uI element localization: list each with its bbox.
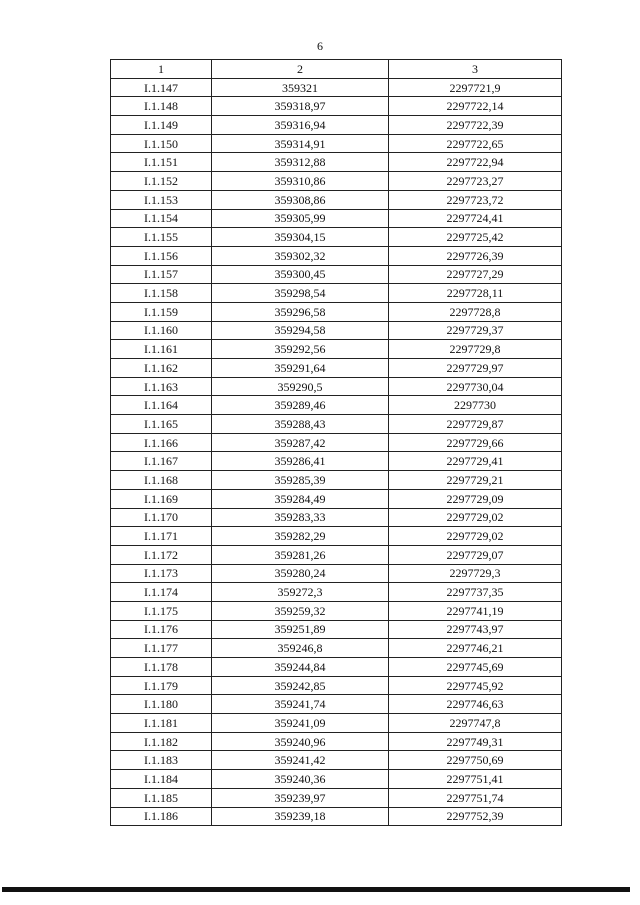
table-row <box>111 751 562 770</box>
table-row <box>111 471 562 490</box>
table-row <box>111 770 562 789</box>
x-coordinate-cell: 359321 <box>212 78 389 97</box>
bottom-rule <box>2 887 630 892</box>
table-row <box>111 508 562 527</box>
table-row <box>111 658 562 677</box>
point-id-cell: I.1.168 <box>111 471 212 490</box>
y-coordinate-cell: 2297745,92 <box>389 676 562 695</box>
point-id-cell: I.1.159 <box>111 302 212 321</box>
table-row <box>111 228 562 247</box>
x-coordinate-cell: 359288,43 <box>212 415 389 434</box>
y-coordinate-cell: 2297729,07 <box>389 545 562 564</box>
table-row <box>111 78 562 97</box>
point-id-cell: I.1.153 <box>111 190 212 209</box>
table-row <box>111 265 562 284</box>
y-coordinate-cell: 2297729,37 <box>389 321 562 340</box>
point-id-cell: I.1.164 <box>111 396 212 415</box>
x-coordinate-cell: 359241,09 <box>212 714 389 733</box>
point-id-cell: I.1.166 <box>111 433 212 452</box>
point-id-cell: I.1.157 <box>111 265 212 284</box>
table-row <box>111 489 562 508</box>
point-id-cell: I.1.183 <box>111 751 212 770</box>
point-id-cell: I.1.178 <box>111 658 212 677</box>
point-id-cell: I.1.184 <box>111 770 212 789</box>
x-coordinate-cell: 359239,97 <box>212 788 389 807</box>
column-header-3: 3 <box>389 60 562 79</box>
y-coordinate-cell: 2297728,8 <box>389 302 562 321</box>
point-id-cell: I.1.172 <box>111 545 212 564</box>
x-coordinate-cell: 359302,32 <box>212 246 389 265</box>
x-coordinate-cell: 359290,5 <box>212 377 389 396</box>
x-coordinate-cell: 359304,15 <box>212 228 389 247</box>
y-coordinate-cell: 2297729,09 <box>389 489 562 508</box>
y-coordinate-cell: 2297722,14 <box>389 97 562 116</box>
point-id-cell: I.1.185 <box>111 788 212 807</box>
y-coordinate-cell: 2297724,41 <box>389 209 562 228</box>
table-header-row <box>111 60 562 79</box>
y-coordinate-cell: 2297746,21 <box>389 639 562 658</box>
x-coordinate-cell: 359244,84 <box>212 658 389 677</box>
table-row <box>111 601 562 620</box>
point-id-cell: I.1.151 <box>111 153 212 172</box>
table-row <box>111 695 562 714</box>
table-row <box>111 377 562 396</box>
x-coordinate-cell: 359294,58 <box>212 321 389 340</box>
point-id-cell: I.1.155 <box>111 228 212 247</box>
x-coordinate-cell: 359316,94 <box>212 116 389 135</box>
point-id-cell: I.1.170 <box>111 508 212 527</box>
x-coordinate-cell: 359308,86 <box>212 190 389 209</box>
point-id-cell: I.1.175 <box>111 601 212 620</box>
y-coordinate-cell: 2297741,19 <box>389 601 562 620</box>
y-coordinate-cell: 2297723,27 <box>389 172 562 191</box>
y-coordinate-cell: 2297726,39 <box>389 246 562 265</box>
y-coordinate-cell: 2297729,21 <box>389 471 562 490</box>
y-coordinate-cell: 2297729,02 <box>389 527 562 546</box>
point-id-cell: I.1.149 <box>111 116 212 135</box>
y-coordinate-cell: 2297729,41 <box>389 452 562 471</box>
table-row <box>111 714 562 733</box>
table-row <box>111 676 562 695</box>
point-id-cell: I.1.154 <box>111 209 212 228</box>
point-id-cell: I.1.171 <box>111 527 212 546</box>
column-header-2: 2 <box>212 60 389 79</box>
point-id-cell: I.1.169 <box>111 489 212 508</box>
point-id-cell: I.1.150 <box>111 134 212 153</box>
y-coordinate-cell: 2297729,02 <box>389 508 562 527</box>
point-id-cell: I.1.181 <box>111 714 212 733</box>
point-id-cell: I.1.167 <box>111 452 212 471</box>
x-coordinate-cell: 359292,56 <box>212 340 389 359</box>
y-coordinate-cell: 2297751,41 <box>389 770 562 789</box>
point-id-cell: I.1.186 <box>111 807 212 826</box>
point-id-cell: I.1.179 <box>111 676 212 695</box>
x-coordinate-cell: 359259,32 <box>212 601 389 620</box>
y-coordinate-cell: 2297722,94 <box>389 153 562 172</box>
point-id-cell: I.1.173 <box>111 564 212 583</box>
coordinates-table <box>110 59 562 826</box>
point-id-cell: I.1.176 <box>111 620 212 639</box>
x-coordinate-cell: 359285,39 <box>212 471 389 490</box>
table-row <box>111 639 562 658</box>
table-row <box>111 134 562 153</box>
x-coordinate-cell: 359242,85 <box>212 676 389 695</box>
y-coordinate-cell: 2297729,8 <box>389 340 562 359</box>
y-coordinate-cell: 2297750,69 <box>389 751 562 770</box>
y-coordinate-cell: 2297722,39 <box>389 116 562 135</box>
table-row <box>111 209 562 228</box>
y-coordinate-cell: 2297746,63 <box>389 695 562 714</box>
y-coordinate-cell: 2297730,04 <box>389 377 562 396</box>
x-coordinate-cell: 359240,36 <box>212 770 389 789</box>
y-coordinate-cell: 2297749,31 <box>389 732 562 751</box>
x-coordinate-cell: 359286,41 <box>212 452 389 471</box>
point-id-cell: I.1.177 <box>111 639 212 658</box>
y-coordinate-cell: 2297721,9 <box>389 78 562 97</box>
page-number: 6 <box>317 39 323 53</box>
table-row <box>111 284 562 303</box>
table-row <box>111 321 562 340</box>
x-coordinate-cell: 359291,64 <box>212 359 389 378</box>
table-row <box>111 415 562 434</box>
x-coordinate-cell: 359298,54 <box>212 284 389 303</box>
column-header-1: 1 <box>111 60 212 79</box>
table-row <box>111 153 562 172</box>
x-coordinate-cell: 359241,74 <box>212 695 389 714</box>
x-coordinate-cell: 359246,8 <box>212 639 389 658</box>
x-coordinate-cell: 359282,29 <box>212 527 389 546</box>
point-id-cell: I.1.156 <box>111 246 212 265</box>
point-id-cell: I.1.147 <box>111 78 212 97</box>
x-coordinate-cell: 359305,99 <box>212 209 389 228</box>
point-id-cell: I.1.182 <box>111 732 212 751</box>
x-coordinate-cell: 359287,42 <box>212 433 389 452</box>
table-row <box>111 340 562 359</box>
x-coordinate-cell: 359240,96 <box>212 732 389 751</box>
x-coordinate-cell: 359272,3 <box>212 583 389 602</box>
y-coordinate-cell: 2297737,35 <box>389 583 562 602</box>
y-coordinate-cell: 2297729,97 <box>389 359 562 378</box>
x-coordinate-cell: 359239,18 <box>212 807 389 826</box>
y-coordinate-cell: 2297728,11 <box>389 284 562 303</box>
x-coordinate-cell: 359281,26 <box>212 545 389 564</box>
y-coordinate-cell: 2297747,8 <box>389 714 562 733</box>
x-coordinate-cell: 359241,42 <box>212 751 389 770</box>
table-row <box>111 732 562 751</box>
table-row <box>111 302 562 321</box>
y-coordinate-cell: 2297751,74 <box>389 788 562 807</box>
table-row <box>111 620 562 639</box>
x-coordinate-cell: 359310,86 <box>212 172 389 191</box>
x-coordinate-cell: 359284,49 <box>212 489 389 508</box>
table-row <box>111 396 562 415</box>
table-row <box>111 433 562 452</box>
y-coordinate-cell: 2297752,39 <box>389 807 562 826</box>
x-coordinate-cell: 359314,91 <box>212 134 389 153</box>
y-coordinate-cell: 2297729,3 <box>389 564 562 583</box>
table-row <box>111 172 562 191</box>
point-id-cell: I.1.161 <box>111 340 212 359</box>
y-coordinate-cell: 2297729,87 <box>389 415 562 434</box>
x-coordinate-cell: 359251,89 <box>212 620 389 639</box>
point-id-cell: I.1.162 <box>111 359 212 378</box>
y-coordinate-cell: 2297723,72 <box>389 190 562 209</box>
table-row <box>111 545 562 564</box>
point-id-cell: I.1.152 <box>111 172 212 191</box>
point-id-cell: I.1.158 <box>111 284 212 303</box>
table-row <box>111 807 562 826</box>
x-coordinate-cell: 359318,97 <box>212 97 389 116</box>
y-coordinate-cell: 2297722,65 <box>389 134 562 153</box>
table-row <box>111 359 562 378</box>
table-row <box>111 527 562 546</box>
x-coordinate-cell: 359296,58 <box>212 302 389 321</box>
x-coordinate-cell: 359280,24 <box>212 564 389 583</box>
y-coordinate-cell: 2297743,97 <box>389 620 562 639</box>
y-coordinate-cell: 2297725,42 <box>389 228 562 247</box>
table-row <box>111 788 562 807</box>
table-body <box>111 78 562 826</box>
table-row <box>111 246 562 265</box>
y-coordinate-cell: 2297727,29 <box>389 265 562 284</box>
x-coordinate-cell: 359312,88 <box>212 153 389 172</box>
point-id-cell: I.1.160 <box>111 321 212 340</box>
point-id-cell: I.1.165 <box>111 415 212 434</box>
point-id-cell: I.1.148 <box>111 97 212 116</box>
table-row <box>111 583 562 602</box>
point-id-cell: I.1.180 <box>111 695 212 714</box>
table-row <box>111 564 562 583</box>
x-coordinate-cell: 359300,45 <box>212 265 389 284</box>
point-id-cell: I.1.163 <box>111 377 212 396</box>
y-coordinate-cell: 2297745,69 <box>389 658 562 677</box>
table-row <box>111 452 562 471</box>
table-row <box>111 116 562 135</box>
table-row <box>111 97 562 116</box>
y-coordinate-cell: 2297730 <box>389 396 562 415</box>
table-row <box>111 190 562 209</box>
y-coordinate-cell: 2297729,66 <box>389 433 562 452</box>
point-id-cell: I.1.174 <box>111 583 212 602</box>
x-coordinate-cell: 359283,33 <box>212 508 389 527</box>
x-coordinate-cell: 359289,46 <box>212 396 389 415</box>
